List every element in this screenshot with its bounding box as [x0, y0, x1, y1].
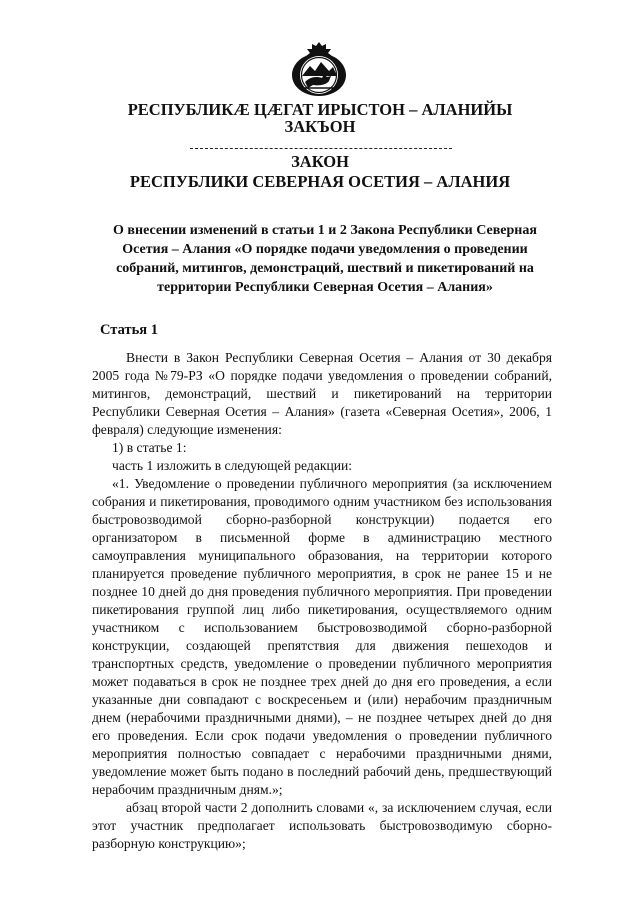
law-subject: О внесении изменений в статьи 1 и 2 Закона Республики Северная Осетия – Алания «О порядке подачи уведомления о проведении собраний, митингов, демонстраций, шествий и пикетирований на территории Республики Северная Осетия – Алания»: [113, 223, 537, 295]
paragraph: 1) в статье 1:: [112, 440, 187, 455]
paragraph: часть 1 изложить в следующей редакции:: [112, 458, 353, 473]
title-ossetian-line1: РЕСПУБЛИКӔ ЦӔГАТ ИРЫСТОН – АЛАНИЙЫ: [127, 100, 513, 119]
divider: [190, 148, 452, 149]
article-body: [92, 349, 552, 853]
article-heading: Статья 1: [100, 322, 158, 338]
title-russian-line1: ЗАКОН: [291, 152, 349, 171]
title-ossetian-line2: ЗАКЪОН: [284, 117, 356, 136]
coat-of-arms-icon: [288, 40, 350, 98]
title-russian-line2: РЕСПУБЛИКИ СЕВЕРНАЯ ОСЕТИЯ – АЛАНИЯ: [129, 172, 511, 191]
paragraph: «1. Уведомление о проведении публичного мероприятия (за исключением собрания и пикетирования, проводимого одним участником без использования быстровозводимой сборно-разборной конструкции) подается его организатором в письменной форме в администрацию местного самоуправления муниципального образования, на территории которого планируется проведение публичного мероприятия, в срок не ранее 15 и не позднее 10 дней до дня проведения публичного мероприятия. При проведении пикетирования группой лиц либо пикетирования, осуществляемого одним участником с использованием быстровозводимой сборно-разборной конструкции, создающей препятствия для движения пешеходов и транспортных средств, уведомление о проведении публичного мероприятия может подаваться в срок не позднее трех дней до дня его проведения, а если указанные дни совпадают с воскресеньем и (или) нерабочим праздничным днем (нерабочими праздничными днями), – не позднее четырех дней до дня его проведения. Если срок подачи уведомления о проведении публичного мероприятия полностью совпадает с нерабочими праздничными днями, уведомление может быть подано в последний рабочий день, предшествующий нерабочим праздничным дням.»;: [92, 476, 552, 797]
paragraph: абзац второй части 2 дополнить словами «, за исключением случая, если этот участник предполагает использовать быстровозводимую сборно-разборную конструкцию»;: [92, 800, 552, 851]
paragraph: Внести в Закон Республики Северная Осетия – Алания от 30 декабря 2005 года №79-РЗ «О порядке подачи уведомления о проведении собраний, митингов, демонстраций, шествий и пикетирований на территории Республики Северная Осетия – Алания» (газета «Северная Осетия», 2006, 1 февраля) следующие изменения:: [92, 350, 552, 437]
